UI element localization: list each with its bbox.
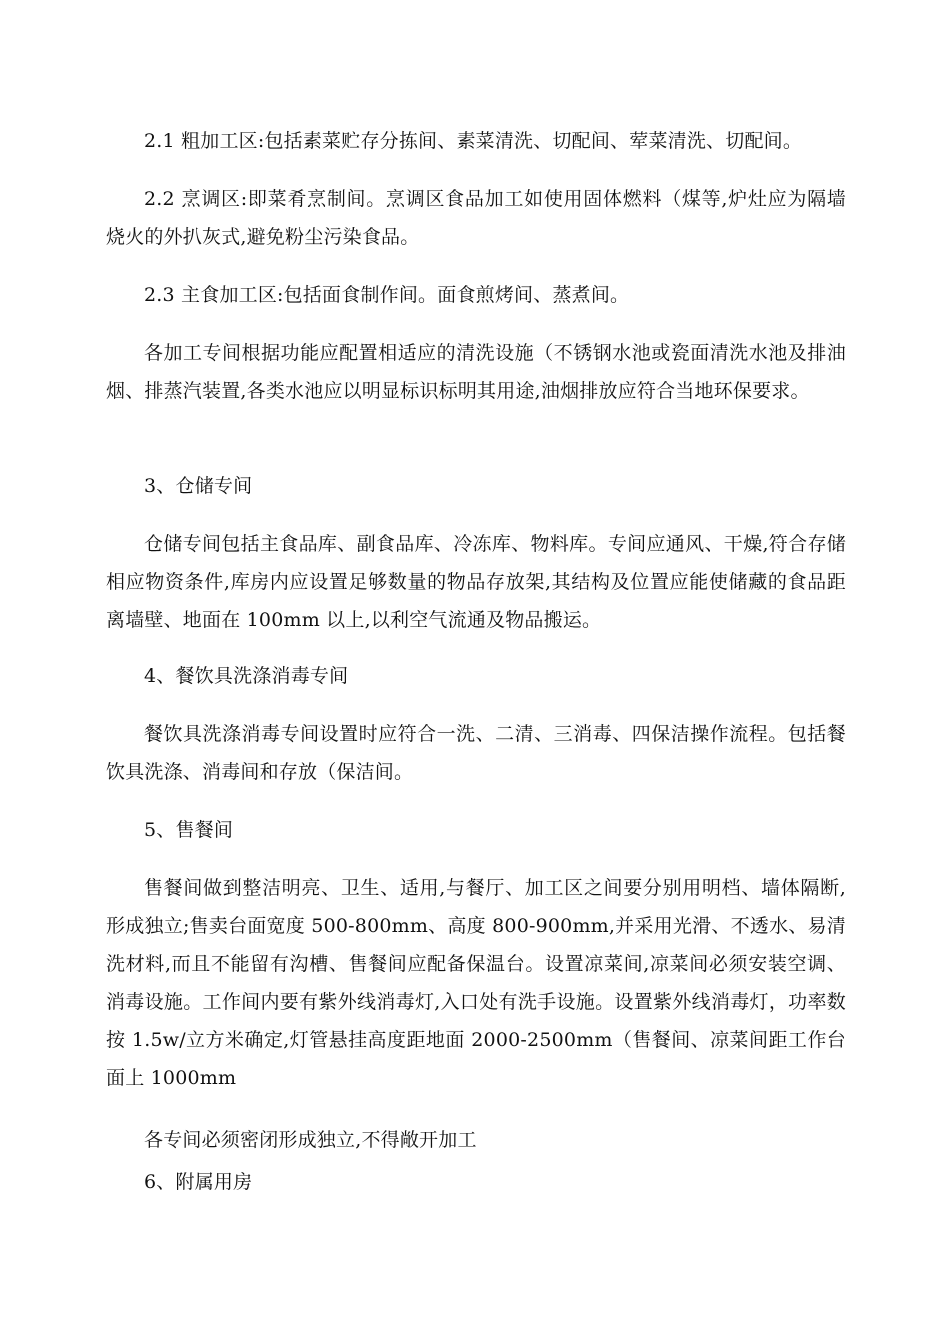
paragraph-dish-washing: 餐饮具洗涤消毒专间设置时应符合一洗、二清、三消毒、四保洁操作流程。包括餐饮具洗涤、消毒间和存放（保洁间。 [106,723,846,783]
paragraph-enclosed-rooms: 各专间必须密闭形成独立,不得敞开加工 [144,1129,477,1151]
section-heading-storage: 3、仓储专间 [144,475,253,497]
paragraph-rough-processing: 2.1 粗加工区:包括素菜贮存分拣间、素菜清洗、切配间、荤菜清洗、切配间。 [144,130,803,152]
section-heading-serving-room: 5、售餐间 [144,819,234,841]
paragraph-cooking-area: 2.2 烹调区:即菜肴烹制间。烹调区食品加工如使用固体燃料（煤等,炉灶应为隔墙烧火的外扒灰式,避免粉尘污染食品。 [106,188,846,248]
section-heading-dish-washing: 4、餐饮具洗涤消毒专间 [144,665,349,687]
section-heading-auxiliary-rooms: 6、附属用房 [144,1171,253,1193]
paragraph-storage: 仓储专间包括主食品库、副食品库、冷冻库、物料库。专间应通风、干燥,符合存储相应物资条件,库房内应设置足够数量的物品存放架,其结构及位置应能使储藏的食品距离墙壁、地面在 100mm 以上,以利空气流通及物品搬运。 [106,533,846,631]
paragraph-serving-room: 售餐间做到整洁明亮、卫生、适用,与餐厅、加工区之间要分别用明档、墙体隔断,形成独立;售卖台面宽度 500-800mm、高度 800-900mm,并采用光滑、不透水、易清洗材料,而且不能留有沟槽、售餐间应配备保温台。设置凉菜间,凉菜间必须安装空调、消毒设施。工作间内要有紫外线消毒灯,入口处有洗手设施。设置紫外线消毒灯，功率数按 1.5w/立方米确定,灯管悬挂高度距地面 2000-2500mm（售餐间、凉菜间距工作台面上 1000mm [106,877,846,1089]
paragraph-cleaning-facilities: 各加工专间根据功能应配置相适应的清洗设施（不锈钢水池或瓷面清洗水池及排油烟、排蒸汽装置,各类水池应以明显标识标明其用途,油烟排放应符合当地环保要求。 [106,342,846,402]
paragraph-staple-processing: 2.3 主食加工区:包括面食制作间。面食煎烤间、蒸煮间。 [144,284,630,306]
